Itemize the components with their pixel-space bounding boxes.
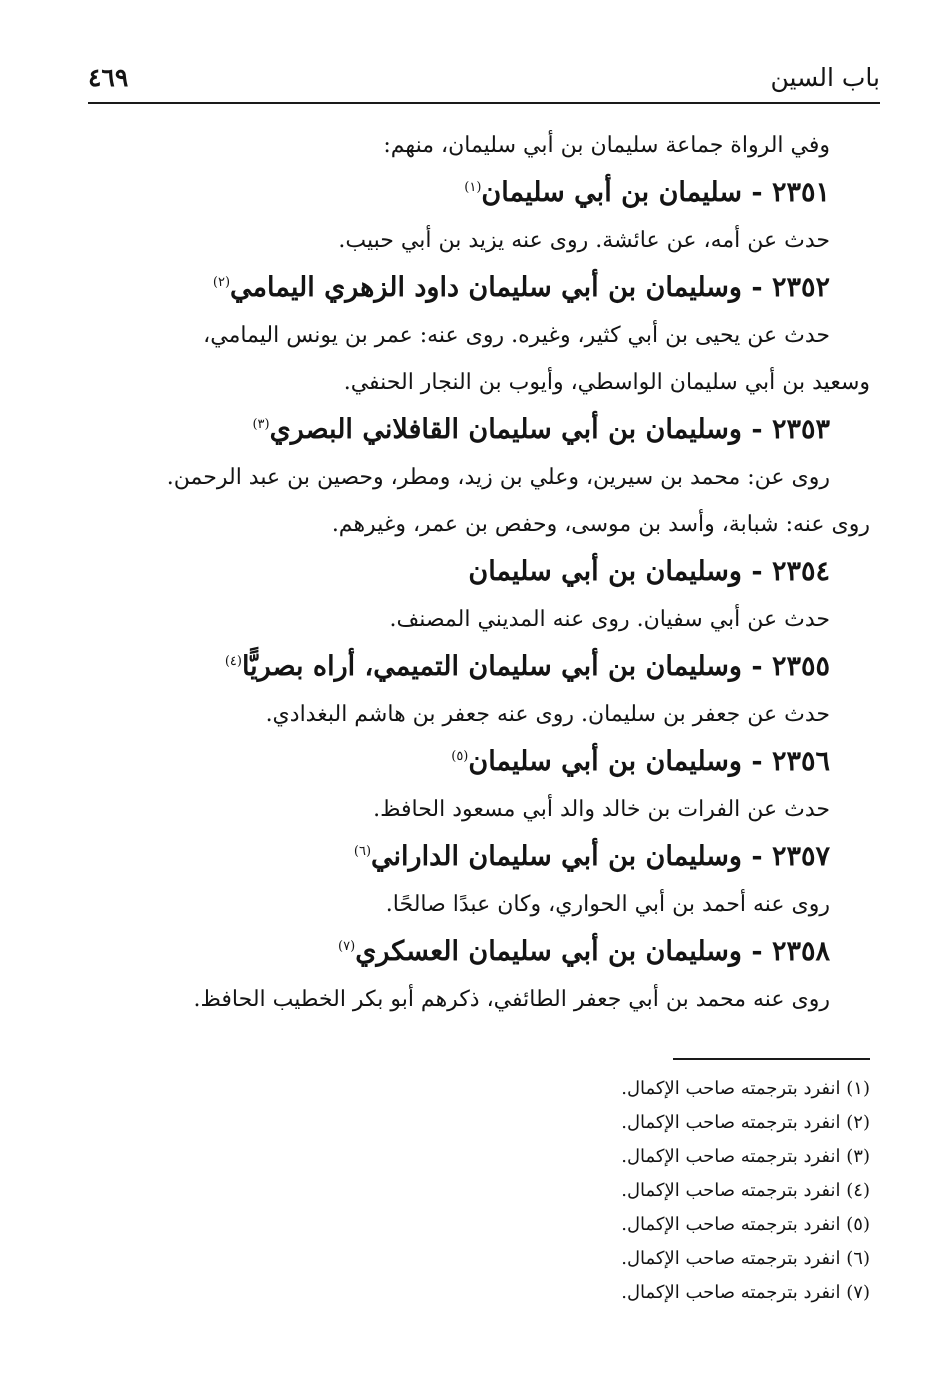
entry-number: ٢٣٥٦ — [771, 746, 830, 777]
entry-name: وسليمان بن أبي سليمان الداراني — [371, 841, 742, 872]
entry-heading — [100, 548, 870, 596]
entry-separator: - — [751, 272, 763, 303]
entry-name: سليمان بن أبي سليمان — [481, 177, 742, 208]
entry-separator: - — [751, 841, 763, 872]
entry-separator: - — [751, 556, 763, 587]
entry-heading — [100, 738, 870, 786]
entry-name: وسليمان بن أبي سليمان العسكري — [355, 936, 742, 967]
entry-name: وسليمان بن أبي سليمان التميمي، أراه بصريًّا — [241, 651, 742, 682]
entry-text — [100, 881, 870, 928]
entry-text — [100, 454, 870, 548]
footnote-ref[interactable]: (٧) — [338, 939, 356, 954]
header-rule — [88, 102, 880, 104]
entry-number: ٢٣٥٣ — [771, 414, 830, 445]
entry-separator: - — [751, 936, 763, 967]
entry-text-line: روى عنه محمد بن أبي جعفر الطائفي، ذكرهم أبو بكر الخطيب الحافظ. — [193, 987, 830, 1012]
entry-separator: - — [751, 651, 763, 682]
footnote: (٥) انفرد بترجمته صاحب الإكمال. — [621, 1214, 870, 1235]
entry-text-line: حدث عن جعفر بن سليمان. روى عنه جعفر بن هاشم البغدادي. — [265, 702, 830, 727]
footnote: (١) انفرد بترجمته صاحب الإكمال. — [621, 1078, 870, 1099]
entry-separator: - — [751, 414, 763, 445]
entry-text-line: حدث عن أمه، عن عائشة. روى عنه يزيد بن أبي حبيب. — [338, 228, 830, 253]
entry-text — [100, 596, 870, 643]
entry-heading — [100, 406, 870, 454]
entry-heading — [100, 928, 870, 976]
entry-number: ٢٣٥٤ — [771, 556, 830, 587]
main-text — [100, 122, 870, 1023]
entry-text-line: حدث عن أبي سفيان. روى عنه المديني المصنف. — [389, 607, 830, 632]
entry-number: ٢٣٥٢ — [771, 272, 830, 303]
entry-text — [100, 691, 870, 738]
chapter-title: باب السين — [770, 63, 880, 92]
footnote: (٦) انفرد بترجمته صاحب الإكمال. — [621, 1248, 870, 1269]
entry-text-line: روى عنه أحمد بن أبي الحواري، وكان عبدًا صالحًا. — [385, 892, 830, 917]
entry-name: وسليمان بن أبي سليمان داود الزهري اليمامي — [230, 272, 742, 303]
entry-name: وسليمان بن أبي سليمان — [468, 556, 742, 587]
page-number: ٤٦٩ — [88, 63, 129, 92]
entry-separator: - — [751, 746, 763, 777]
entry-number: ٢٣٥٥ — [771, 651, 830, 682]
entry-text — [100, 312, 870, 406]
footnote-ref[interactable]: (٥) — [451, 749, 469, 764]
footnote: (٧) انفرد بترجمته صاحب الإكمال. — [621, 1282, 870, 1303]
entry-heading — [100, 264, 870, 312]
running-header — [88, 58, 880, 98]
entry-text-line: حدث عن الفرات بن خالد والد أبي مسعود الحافظ. — [373, 797, 830, 822]
entry-text — [100, 786, 870, 833]
entry-number: ٢٣٥١ — [771, 177, 830, 208]
entry-number: ٢٣٥٨ — [771, 936, 830, 967]
entry-number: ٢٣٥٧ — [771, 841, 830, 872]
footnote-ref[interactable]: (٣) — [252, 417, 270, 432]
entry-text-line: حدث عن يحيى بن أبي كثير، وغيره. روى عنه: عمر بن يونس اليمامي، — [203, 323, 830, 348]
entry-separator: - — [751, 177, 763, 208]
entry-text — [100, 976, 870, 1023]
entry-text-line: وسعيد بن أبي سليمان الواسطي، وأيوب بن النجار الحنفي. — [343, 370, 870, 395]
footnote-ref[interactable]: (٤) — [224, 654, 242, 669]
footnote: (٢) انفرد بترجمته صاحب الإكمال. — [621, 1112, 870, 1133]
entry-heading — [100, 643, 870, 691]
entry-name: وسليمان بن أبي سليمان القافلاني البصري — [269, 414, 742, 445]
intro-paragraph: وفي الرواة جماعة سليمان بن أبي سليمان، منهم: — [383, 133, 830, 158]
footnote: (٣) انفرد بترجمته صاحب الإكمال. — [621, 1146, 870, 1167]
footnote-ref[interactable]: (٢) — [212, 275, 231, 290]
footnote: (٤) انفرد بترجمته صاحب الإكمال. — [621, 1180, 870, 1201]
entry-heading — [100, 169, 870, 217]
footnotes — [300, 1072, 870, 1310]
entry-name: وسليمان بن أبي سليمان — [468, 746, 742, 777]
entry-text — [100, 217, 870, 264]
entry-heading — [100, 833, 870, 881]
entry-text-line: روى عن: محمد بن سيرين، وعلي بن زيد، ومطر، وحصين بن عبد الرحمن. — [166, 465, 830, 490]
footnote-ref[interactable]: (٦) — [353, 844, 372, 859]
footnote-rule — [673, 1058, 870, 1060]
footnote-ref[interactable]: (١) — [464, 180, 482, 195]
entry-text-line: روى عنه: شبابة، وأسد بن موسى، وحفص بن عمر، وغيرهم. — [331, 512, 870, 537]
